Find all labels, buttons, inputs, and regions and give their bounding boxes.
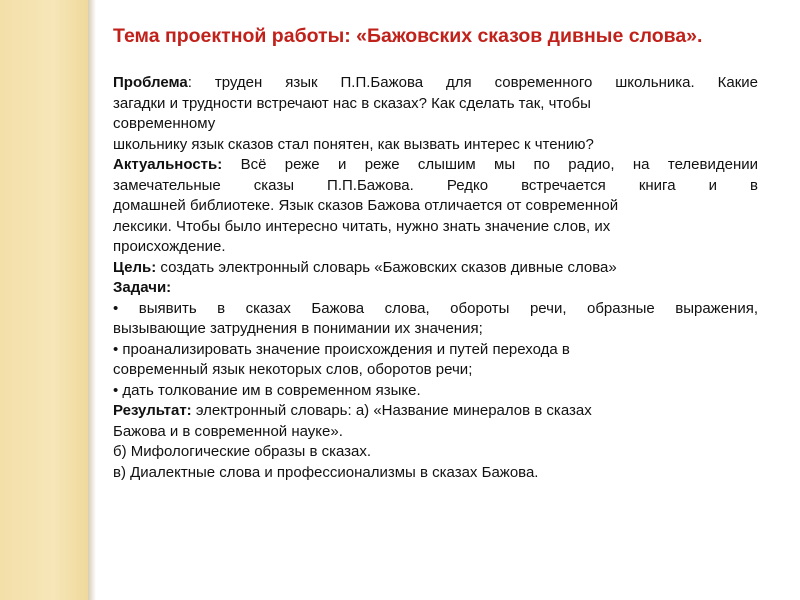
problem-line-4: школьнику язык сказов стал понятен, как вызвать интерес к чтению? <box>113 135 594 153</box>
slide-title: Тема проектной работы: «Бажовских сказов дивные слова». <box>113 25 703 47</box>
slide-content <box>113 22 758 483</box>
result-line-1 <box>113 401 758 422</box>
problem-label: Проблема <box>113 74 188 91</box>
problem-line-2: загадки и трудности встречают нас в сказах? Как сделать так, чтобы <box>113 94 591 112</box>
relevance-line-2: замечательные сказы П.П.Бажова. Редко встречается книга и в <box>113 176 758 194</box>
relevance-label: Актуальность: <box>113 156 223 173</box>
task-2-line-2: современный язык некоторых слов, оборотов речи; <box>113 361 473 378</box>
left-decorative-band <box>0 0 88 600</box>
result-text-1: электронный словарь: а) «Название минералов в сказах <box>191 402 592 419</box>
relevance-line-4: лексики. Чтобы было интересно читать, нужно знать значение слов, их <box>113 217 611 235</box>
result-line-3: б) Мифологические образы в сказах. <box>113 443 372 460</box>
result-label: Результат: <box>113 402 192 419</box>
problem-line-3: современному <box>113 115 216 132</box>
task-1-line-1: • выявить в сказах Бажова слова, обороты речи, образные выражения, <box>113 299 758 317</box>
relevance-line-3: домашней библиотеке. Язык сказов Бажова отличается от современной <box>113 197 619 214</box>
goal-line <box>113 258 758 279</box>
task-2-line-1: • проанализировать значение происхождения и путей перехода в <box>113 340 570 358</box>
goal-text: создать электронный словарь «Бажовских сказов дивные слова» <box>156 258 617 276</box>
relevance-line-5: происхождение. <box>113 238 226 255</box>
task-3-line: • дать толкование им в современном языке. <box>113 381 421 399</box>
goal-label: Цель: <box>113 258 157 276</box>
problem-text-1: : труден язык П.П.Бажова для современного школьника. Какие <box>187 74 758 91</box>
problem-line-1 <box>113 73 758 94</box>
result-line-4: в) Диалектные слова и профессионализмы в сказах Бажова. <box>113 463 539 481</box>
result-line-2: Бажова и в современной науке». <box>113 422 343 440</box>
relevance-line-1 <box>113 155 758 176</box>
left-band-shadow <box>88 0 96 600</box>
slide-body <box>113 73 758 483</box>
relevance-text-1: Всё реже и реже слышим мы по радио, на телевидении <box>222 156 758 173</box>
tasks-label: Задачи: <box>113 279 172 296</box>
task-1-line-2: вызывающие затруднения в понимании их значения; <box>113 320 483 337</box>
